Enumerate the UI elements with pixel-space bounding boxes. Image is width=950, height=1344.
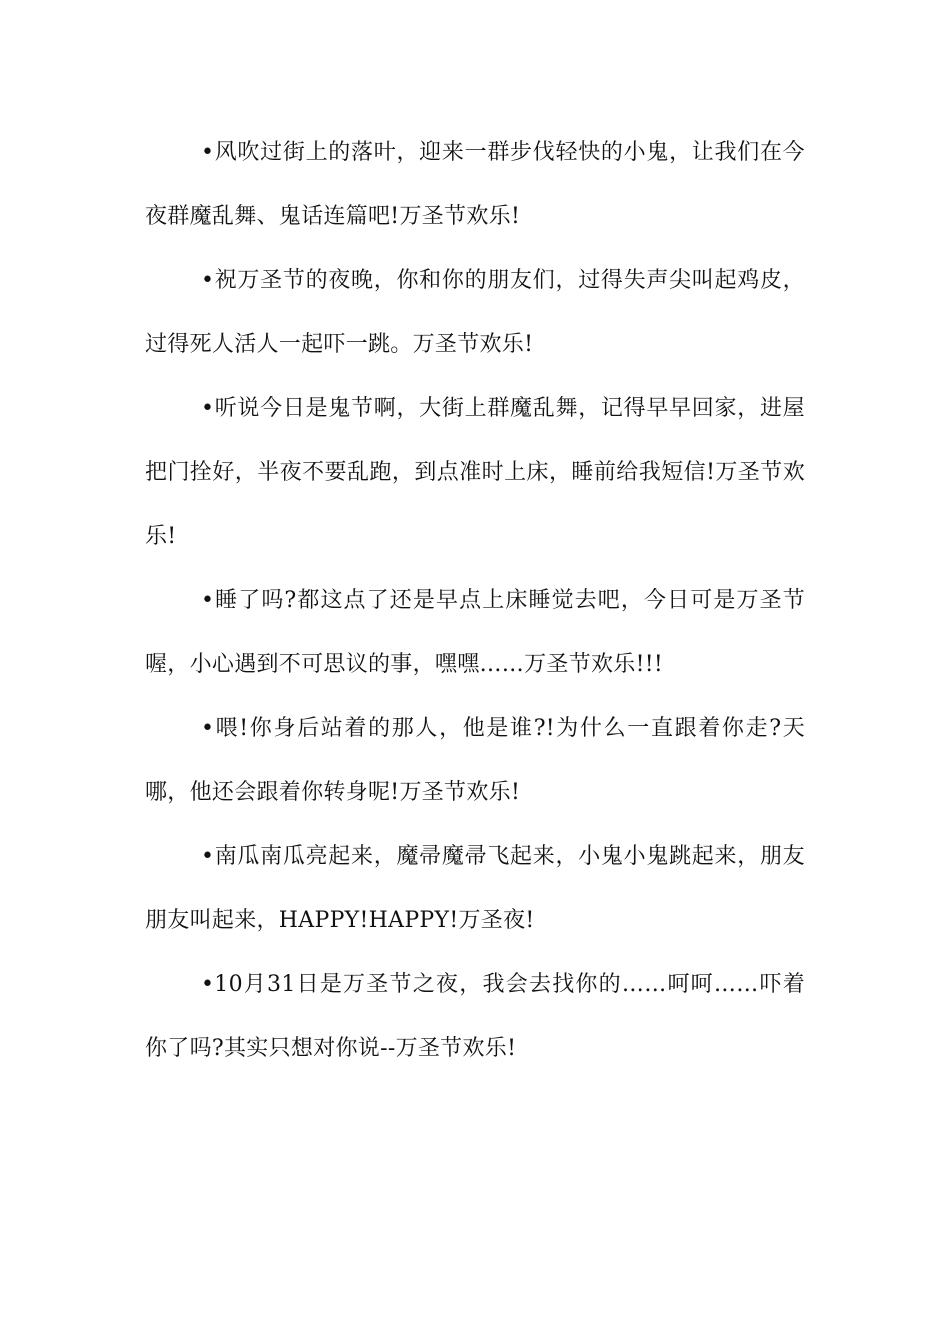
document-body: [145, 121, 805, 1081]
paragraph-2: •祝万圣节的夜晚，你和你的朋友们，过得失声尖叫起鸡皮，过得死人活人一起吓一跳。万圣节欢乐!: [145, 268, 805, 357]
paragraph-5: •喂!你身后站着的那人，他是谁?!为什么一直跟着你走?天哪，他还会跟着你转身呢!万圣节欢乐!: [145, 716, 805, 805]
paragraph-6: •南瓜南瓜亮起来，魔帚魔帚飞起来，小鬼小鬼跳起来，朋友朋友叫起来，HAPPY!HAPPY!万圣夜!: [145, 844, 805, 933]
paragraph-4: •睡了吗?都这点了还是早点上床睡觉去吧，今日可是万圣节喔，小心遇到不可思议的事，嘿嘿……万圣节欢乐!!!: [145, 588, 805, 677]
paragraph-3: •听说今日是鬼节啊，大街上群魔乱舞，记得早早回家，进屋把门拴好，半夜不要乱跑，到点准时上床，睡前给我短信!万圣节欢乐!: [145, 396, 805, 549]
paragraph-7: •10月31日是万圣节之夜，我会去找你的……呵呵……吓着你了吗?其实只想对你说--万圣节欢乐!: [145, 972, 805, 1061]
paragraph-1: •风吹过街上的落叶，迎来一群步伐轻快的小鬼，让我们在今夜群魔乱舞、鬼话连篇吧!万圣节欢乐!: [145, 140, 805, 229]
